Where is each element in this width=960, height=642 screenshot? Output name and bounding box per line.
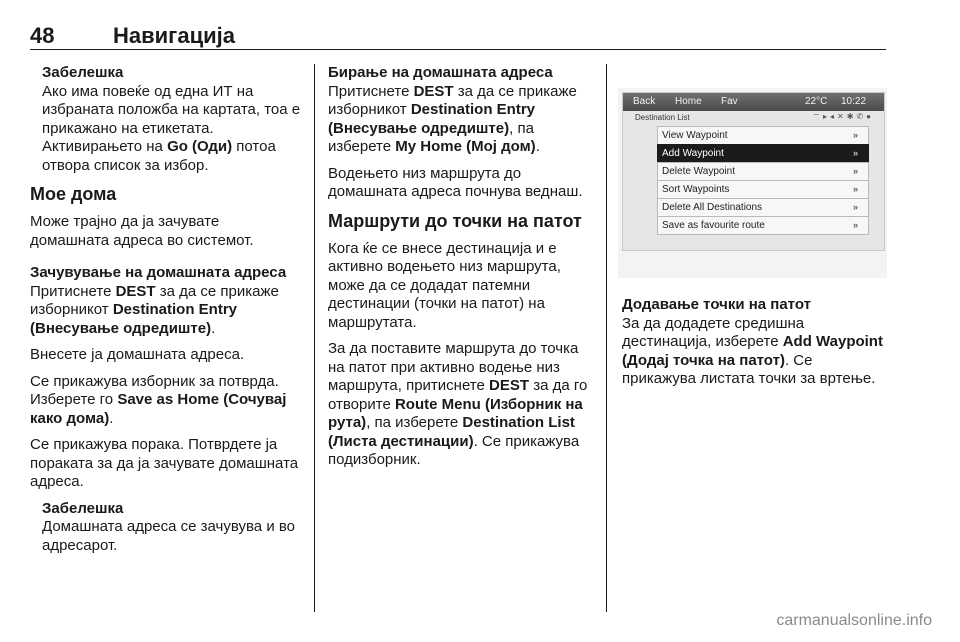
- menu-item-label: View Waypoint: [662, 130, 728, 141]
- menu-item[interactable]: [657, 144, 869, 163]
- menu-item[interactable]: [657, 198, 869, 217]
- device-top-bar: [623, 93, 884, 111]
- section-title-my-home: Мое дома: [30, 184, 117, 204]
- note-box: [42, 500, 302, 556]
- device-screen-body: [623, 93, 884, 250]
- fav-button[interactable]: Fav: [721, 96, 738, 107]
- paragraph: Водењето низ маршрута до домашната адреса почнува веднаш.: [328, 164, 583, 200]
- mute-icon: ✕: [837, 112, 847, 121]
- bluetooth-icon: ✱: [846, 112, 857, 121]
- column-divider-left: [314, 64, 315, 612]
- chevron-right-icon: »: [852, 130, 858, 140]
- menu-item[interactable]: [657, 180, 869, 199]
- note-text: Ако има повеќе од една ИТ на избраната положба на картата, тоа е прикажано на етикетата. Активирањето на Go (Оди) потоа отвора список за избор.: [42, 82, 301, 174]
- left-column: [30, 64, 302, 563]
- device-screen: [622, 92, 885, 251]
- subsection-title-save-home: Зачувување на домашната адреса: [30, 264, 287, 281]
- menu-item-label: Delete Waypoint: [662, 166, 735, 177]
- menu-item[interactable]: [657, 162, 869, 181]
- volume-icon: ◂: [830, 112, 838, 121]
- page-header: [0, 0, 960, 52]
- paragraph: Внесете ја домашната адреса.: [30, 346, 245, 363]
- page-title: Навигација: [113, 23, 235, 48]
- menu-item-label: Delete All Destinations: [662, 202, 763, 213]
- right-column: [622, 296, 890, 397]
- status-icons: [812, 112, 874, 122]
- signal-icon: ⌔: [812, 112, 824, 121]
- paragraph: Се прикажува изборник за потврда. Изберете го Save as Home (Сочувај како дома).: [30, 372, 287, 427]
- subsection-title-select-home: Бирање на домашната адреса: [328, 64, 553, 81]
- note-title: Забелешка: [42, 499, 124, 517]
- paragraph: Кога ќе се внесе дестинација и е активно водењето низ маршрута, може да се додадат патемни дестинации (точки на патот) на маршрутата.: [328, 239, 561, 331]
- menu-item-label: Add Waypoint: [662, 148, 724, 159]
- menu-item-label: Sort Waypoints: [662, 184, 730, 195]
- phone-icon: ✆: [856, 112, 867, 121]
- watermark: carmanualsonline.info: [776, 612, 932, 629]
- header-rule: [30, 49, 886, 50]
- temperature-readout: 22°C: [805, 96, 828, 107]
- menu-item-label: Save as favourite route: [662, 220, 765, 231]
- menu-item[interactable]: [657, 216, 869, 235]
- paragraph: Може трајно да ја зачувате домашната адреса во системот.: [30, 213, 254, 249]
- destination-list-menu: [657, 126, 869, 234]
- paragraph: За да додадете средишна дестинација, изберете Add Waypoint (Додај точка на патот). Се прикажува листата точки за вртење.: [622, 314, 883, 387]
- paragraph: За да поставите маршрута до точка на патот при активно водење низ маршрута, притиснете DEST за да го отворите Route Menu (Изборник на рута), па изберете Destination List (Листа дестинации). Се прикажува подизборник.: [328, 340, 588, 468]
- middle-column: [328, 64, 596, 478]
- paragraph: Притиснете DEST за да се прикаже изборникот Destination Entry (Внесување одредиште).: [30, 282, 279, 337]
- menu-item[interactable]: [657, 126, 869, 145]
- chevron-right-icon: »: [852, 166, 858, 176]
- paragraph: Притиснете DEST за да се прикаже изборникот Destination Entry (Внесување одредиште), па изберете My Home (Мој дом).: [328, 82, 577, 155]
- chevron-right-icon: »: [852, 184, 858, 194]
- subsection-title-add-waypoint: Додавање точки на патот: [622, 296, 811, 313]
- back-button[interactable]: Back: [633, 96, 656, 107]
- chevron-right-icon: »: [852, 220, 858, 230]
- column-divider-right: [606, 64, 607, 612]
- info-icon: ●: [866, 112, 874, 121]
- note-box: [42, 64, 302, 175]
- paragraph: Се прикажува порака. Потврдете ја пораката за да ја зачувате домашната адреса.: [30, 436, 299, 490]
- page-number: 48: [30, 23, 55, 48]
- chevron-right-icon: »: [852, 148, 858, 158]
- clock-readout: 10:22: [841, 96, 867, 107]
- screen-label: Destination List: [635, 113, 690, 122]
- chevron-right-icon: »: [852, 202, 858, 212]
- note-text: Домашната адреса се зачувува и во адресарот.: [42, 518, 296, 554]
- section-title-waypoints: Маршрути до точки на патот: [328, 210, 582, 231]
- note-title: Забелешка: [42, 64, 124, 81]
- home-button[interactable]: Home: [675, 96, 702, 107]
- nav-icon: ▸: [823, 112, 831, 121]
